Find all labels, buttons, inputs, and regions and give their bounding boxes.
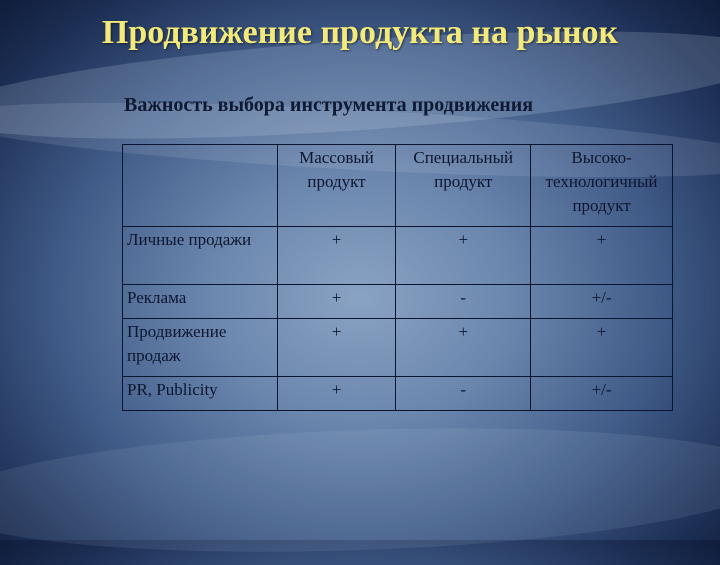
table-cell: + [277, 319, 396, 377]
table-cell: + [396, 227, 531, 285]
table-cell: +/- [531, 377, 673, 411]
table-cell: +/- [531, 285, 673, 319]
table-cell: + [277, 227, 396, 285]
table-cell: - [396, 285, 531, 319]
slide-subtitle: Важность выбора инструмента продвижения [124, 94, 534, 116]
background-wave [0, 415, 720, 564]
header-cell-hightech-product: Высоко-технологичный продукт [531, 145, 673, 227]
table-cell: - [396, 377, 531, 411]
table-cell: + [277, 377, 396, 411]
table-row [123, 319, 673, 377]
row-label: PR, Publicity [123, 377, 278, 411]
promotion-table [122, 144, 673, 411]
header-cell-mass-product: Массовый продукт [277, 145, 396, 227]
row-label: Продвижение продаж [123, 319, 278, 377]
header-cell-special-product: Специальный продукт [396, 145, 531, 227]
table-cell: + [531, 319, 673, 377]
row-label: Личные продажи [123, 227, 278, 285]
slide-title: Продвижение продукта на рынок [101, 14, 619, 51]
table-row [123, 227, 673, 285]
table-row [123, 285, 673, 319]
table-header-row [123, 145, 673, 227]
header-cell-empty [123, 145, 278, 227]
table-cell: + [396, 319, 531, 377]
table-row [123, 377, 673, 411]
table-cell: + [531, 227, 673, 285]
table-cell: + [277, 285, 396, 319]
row-label: Реклама [123, 285, 278, 319]
